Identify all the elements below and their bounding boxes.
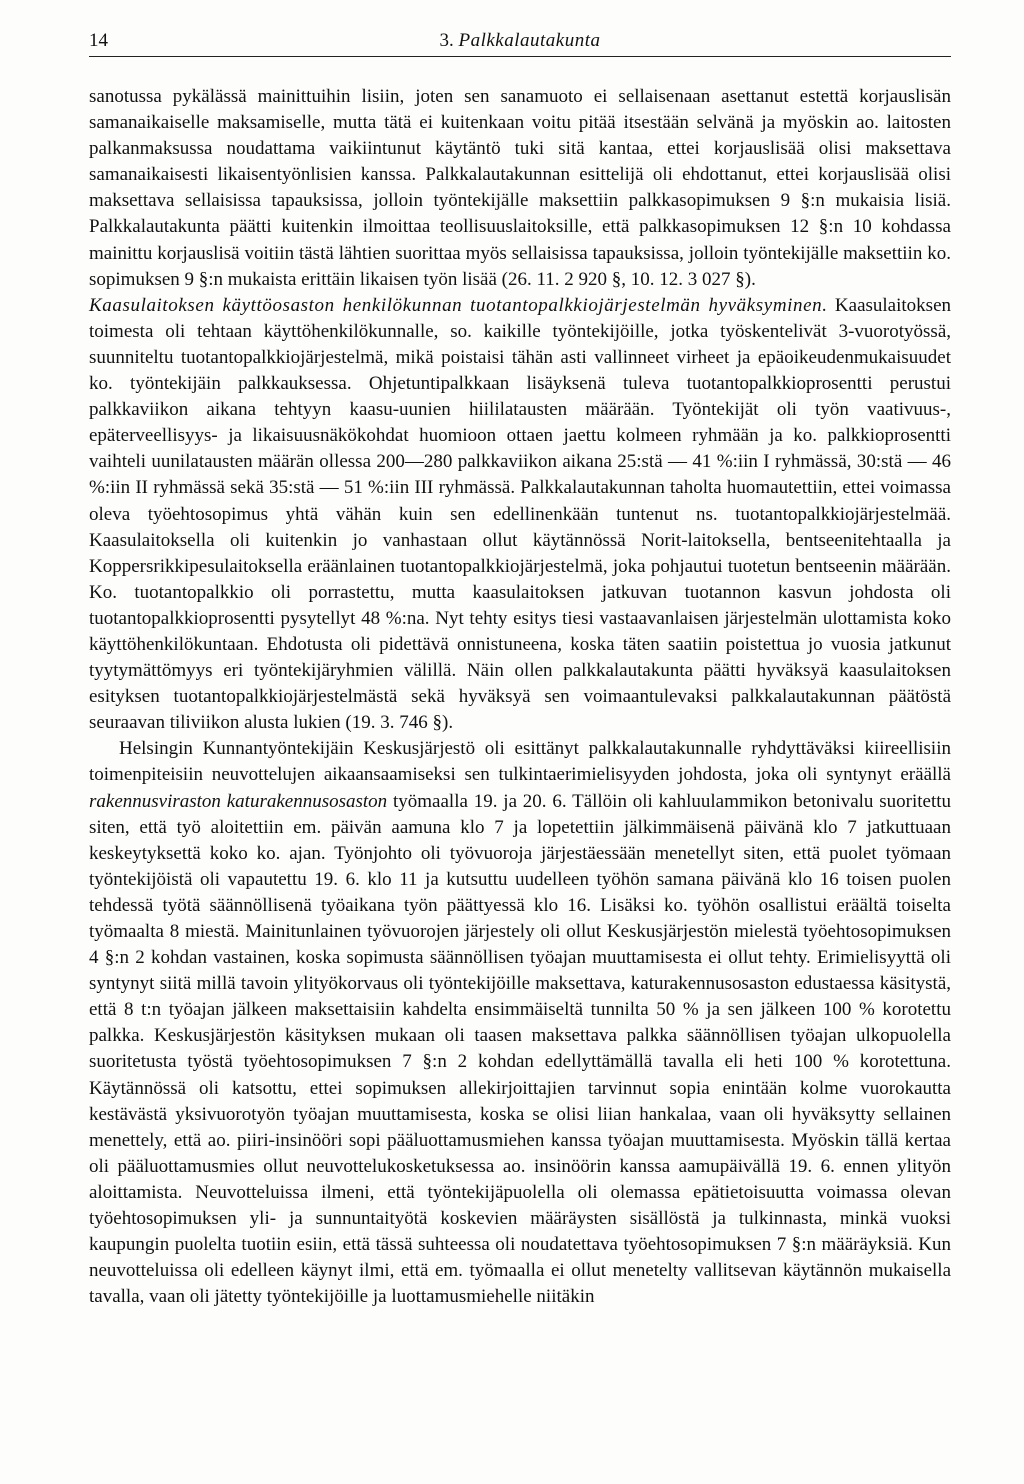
body-text [89, 84, 951, 1310]
running-header [89, 30, 951, 57]
paragraph-3 [89, 736, 951, 1310]
paragraph-2-text: Kaasulaitoksen toimesta oli tehtaan käyttöhenkilökunnalle, so. kaikille työntekijöille, jotka työskentelivät 3-vuorotyössä, suunniteltu tuotantopalkkiojärjestelmä, mikä poistaisi tähän asti vallinneet virheet ja epäoikeudenmukaisuudet ko. työntekijäin palkkauksessa. Ohjetuntipalkkaan lisäyksenä tuleva tuotantopalkkioprosentti perustui palkkaviikon aikana tehtyyn kaasu-uunien hiililatausten määrään. Työntekijät oli työn vaativuus-, epäterveellisyys- ja likaisuusnäkökohdat huomioon ottaen jaettu kolmeen ryhmään ja ko. palkkioprosentti vaihteli uunilatausten määrän ollessa 200—280 palkkaviikon aikana 25:stä — 41 %:iin I ryhmässä, 30:stä — 46 %:iin II ryhmässä sekä 35:stä — 51 %:iin III ryhmässä. Palkkalautakunnan taholta huomautettiin, ettei voimassa oleva työehtosopimus yhtä vähän kuin sen edellinenkään tuntenut ns. tuotantopalkkiojärjestelmää. Kaasulaitoksella oli kuitenkin jo vanhastaan ollut käytännössä Norit-laitoksella, bentseenitehtaalla ja Koppersrikkipesulaitoksella eräänlainen tuotantopalkkiojärjestelmä, joka pohjautui tuotetun bentseenin määrään. Ko. tuotantopalkkio oli porrastettu, mutta kaasulaitoksen jatkuvan tuotannon kasvun johdosta oli tuotantopalkkioprosentti pysytellyt 48 %:na. Nyt tehty esitys tiesi vastaavanlaisen järjestelmän ulottamista koko käyttöhenkilökuntaan. Ehdotusta oli pidettävä onnistuneena, koska täten saatiin poistettua jo vuosia jatkunut tyytymättömyys eri työntekijäryhmien välillä. Näin ollen palkkalautakunta päätti hyväksyä kaasulaitoksen esityksen tuotantopalkkiojärjestelmästä sekä hyväksyä sen voimaantulevaksi palkkalautakunnan päätöstä seuraavan tiliviikon alusta lukien (19. 3. 746 §). [89, 294, 951, 734]
paragraph-3-text-a: Helsingin Kunnantyöntekijäin Keskusjärjestö oli esittänyt palkkalautakunnalle ryhdyttäväksi kiireellisiin toimenpiteisiin neuvottelujen aikaansaamiseksi sen tulkintaerimielisyyden johdosta, joka oli syntynyt eräällä [89, 738, 951, 786]
running-title [89, 30, 951, 52]
paragraph-1-text: sanotussa pykälässä mainittuihin lisiin, joten sen sanamuoto ei sellaisenaan asettanut estettä korjauslisän samanaikaiselle maksamiselle, mutta tätä ei kuitenkaan voitu pitää itsestään selvänä ja myöskin ao. laitosten palkanmaksussa noudattama vaikiintunut käytäntö tuki sitä kantaa, ettei korjauslisää olisi maksettava samanaikaisesti likaisentyönlisien kanssa. Palkkalautakunnan esittelijä oli ehdottanut, ettei korjauslisää olisi maksettava sellaisissa tapauksissa, jolloin työntekijälle maksettiin palkkasopimuksen 9 §:n mukaisia lisiä. Palkkalautakunta päätti kuitenkin ilmoittaa teollisuuslaitoksille, että palkkasopimuksen 12 §:n 10 kohdassa mainittu korjauslisä voitiin tästä lähtien suorittaa myös sellaisissa tapauksissa, jolloin työntekijälle maksettiin ko. sopimuksen 9 §:n mukaista erittäin likaisen työn lisää (26. 11. 2 920 §, 10. 12. 3 027 §). [89, 86, 951, 290]
chapter-number: 3. [439, 30, 454, 51]
paragraph-1 [89, 84, 951, 293]
section-title: Kaasulaitoksen käyttöosaston henkilökunnan tuotantopalkkiojärjestelmän hyväksyminen. [89, 294, 828, 316]
paragraph-3-text-b: työmaalla 19. ja 20. 6. Tällöin oli kahluulammikon betonivalu suoritettu siten, että työ aloitettiin em. päivän aamuna klo 7 ja lopetettiin jälkimmäisenä päivänä klo 7 jatkuttuaan keskeytyksettä koko ko. ajan. Työnjohto oli työvuoroja järjestäessään menetellyt siten, että puolet työmaan työntekijöistä oli vapautettu 19. 6. klo 11 ja kutsuttu uudelleen työhön samana päivänä klo 16 toisen puolen tehdessä työtä säännöllisenä työaikana työn päättyessä klo 16. Lisäksi ko. työhön osallistui eräältä toiselta työmaalta 8 miestä. Mainitunlainen työvuorojen järjestely oli ollut Keskusjärjestön mielestä työehtosopimuksen 4 §:n 2 kohdan vastainen, koska sopimusta säännöllisen työajan muuttamisesta ei ollut tehty. Erimielisyyttä oli syntynyt siitä millä tavoin ylityökorvaus oli työntekijöille maksettava, katurakennusosaston edustaessa käsitystä, että 8 t:n työajan jälkeen maksettaisiin kahdelta ensimmäiseltä tunnilta 50 % ja sen jälkeen 100 % korotettu palkka. Keskusjärjestön käsityksen mukaan oli taasen maksettava palkka säännöllisen työajan ulkopuolella suoritetusta työstä työehtosopimuksen 7 §:n 2 kohdan edellyttämällä tavalla eli heti 100 % korotettuna. Käytännössä oli katsottu, ettei sopimuksen allekirjoittajien tarvinnut sopia enintään kolme vuorokautta kestävästä yksivuorotyön työajan muuttamisesta, koska se olisi liian hankalaa, vaan oli hyväksytty sellainen menettely, että ao. piiri-insinööri sopi pääluottamusmiehen kanssa työajan muuttamisesta. Myöskin tällä kertaa oli pääluottamusmies ollut neuvottelukosketuksessa ao. insinöörin kanssa aamupäivällä 19. 6. ennen ylityön aloittamista. Neuvotteluissa ilmeni, että työntekijäpuolella oli olemassa epätietoisuutta voimassa olevan työehtosopimuksen yli- ja sunnuntaityötä koskevien määräysten sisällöstä ja tulkinnasta, minkä vuoksi kaupungin puolelta tuotiin esiin, että tässä suhteessa oli noudatettava työehtosopimuksen 7 §:n määräyksiä. Kun neuvotteluissa oli edelleen käynyt ilmi, että em. työmaalla ei ollut menetelty vallitsevan käytännön mukaisella tavalla, vaan oli jätetty työntekijöille ja luottamusmiehelle niitäkin [89, 790, 951, 1308]
chapter-title: Palkkalautakunta [458, 30, 601, 51]
page-number: 14 [89, 30, 108, 51]
paragraph-2 [89, 293, 951, 737]
paragraph-3-emphasis: rakennusviraston katurakennusosaston [89, 790, 388, 812]
